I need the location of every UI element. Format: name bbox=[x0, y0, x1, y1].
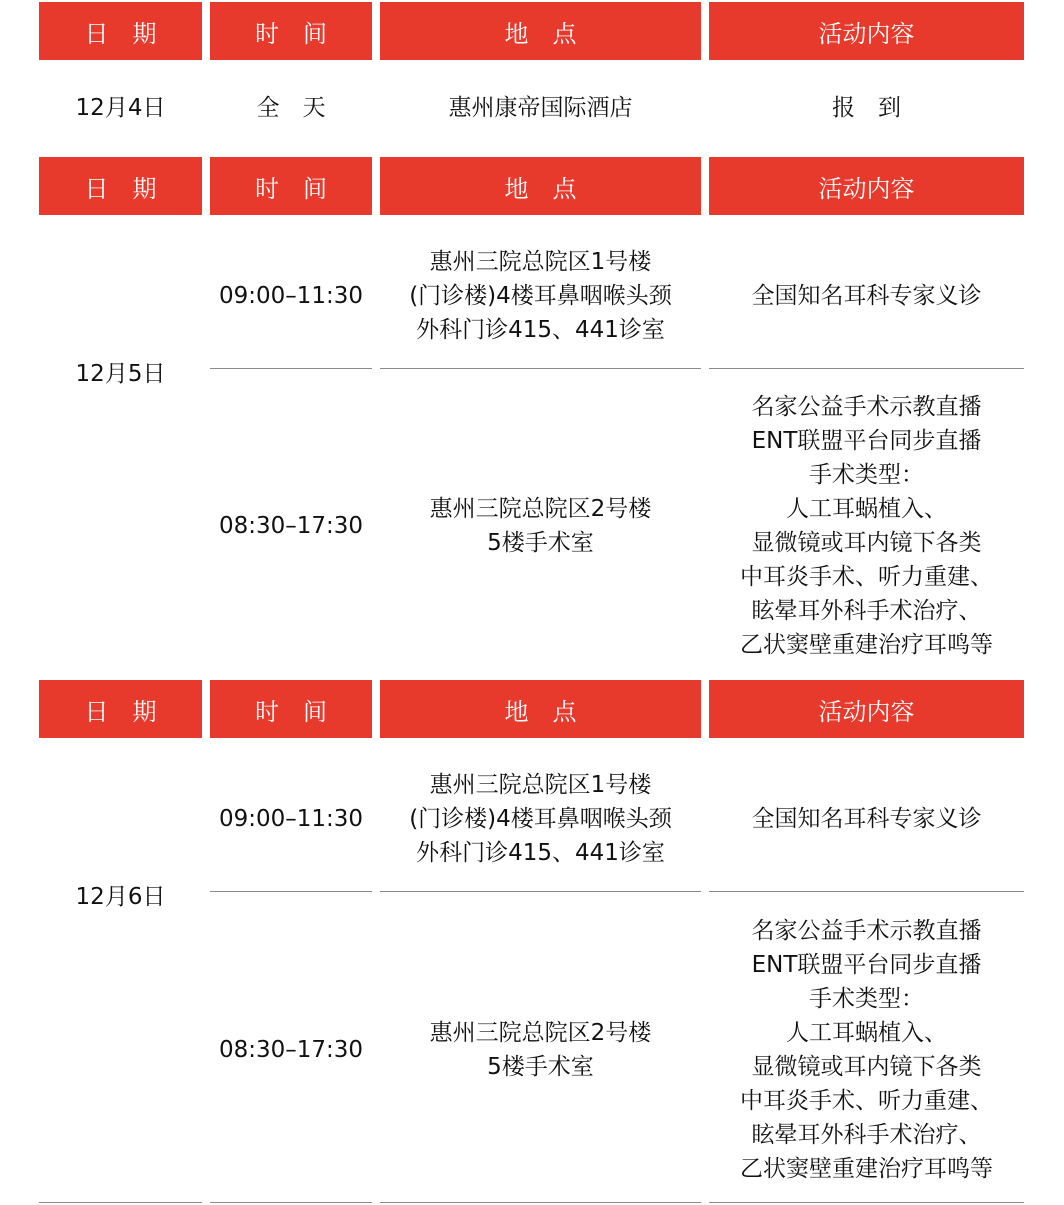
header-activity: 活动内容 bbox=[709, 680, 1024, 738]
activity-line: 眩晕耳外科手术治疗、 bbox=[751, 598, 982, 624]
day3-date: 12月6日 bbox=[75, 884, 166, 910]
place-line: 惠州三院总院区1号楼 bbox=[429, 772, 652, 798]
activity-line: 全国知名耳科专家义诊 bbox=[751, 283, 982, 309]
place-line: 5楼手术室 bbox=[487, 530, 594, 556]
header-place: 地 点 bbox=[380, 2, 701, 60]
day3-session2-activity bbox=[709, 912, 1024, 1188]
header-place: 地 点 bbox=[380, 157, 701, 215]
header-place: 地 点 bbox=[380, 680, 701, 738]
header-date: 日 期 bbox=[39, 2, 202, 60]
day2-session2-time: 08:30–17:30 bbox=[218, 513, 364, 539]
header-activity: 活动内容 bbox=[709, 2, 1024, 60]
day2-session1-time: 09:00–11:30 bbox=[218, 283, 364, 309]
activity-line: 手术类型： bbox=[809, 986, 924, 1012]
day2-session1-activity bbox=[709, 227, 1024, 365]
activity-line: ENT联盟平台同步直播 bbox=[751, 952, 982, 978]
activity-line: 显微镜或耳内镜下各类 bbox=[751, 1054, 982, 1080]
activity-line: 显微镜或耳内镜下各类 bbox=[751, 530, 982, 556]
day3-session2-time: 08:30–17:30 bbox=[218, 1037, 364, 1063]
header-time: 时 间 bbox=[210, 157, 372, 215]
place-line: 惠州三院总院区1号楼 bbox=[429, 249, 652, 275]
activity-line: 名家公益手术示教直播 bbox=[751, 394, 982, 420]
row-divider bbox=[210, 368, 372, 369]
place-line: 外科门诊415、441诊室 bbox=[416, 317, 665, 343]
header-time: 时 间 bbox=[210, 2, 372, 60]
activity-line: 人工耳蜗植入、 bbox=[786, 496, 947, 522]
bottom-rule bbox=[39, 1202, 202, 1203]
place-line: 5楼手术室 bbox=[487, 1054, 594, 1080]
header-date: 日 期 bbox=[39, 157, 202, 215]
day2-session1-place bbox=[380, 227, 701, 365]
activity-line: 人工耳蜗植入、 bbox=[786, 1020, 947, 1046]
activity-line: 名家公益手术示教直播 bbox=[751, 918, 982, 944]
day1-place: 惠州康帝国际酒店 bbox=[448, 95, 633, 121]
day3-session1-time: 09:00–11:30 bbox=[218, 806, 364, 832]
day2-session2-activity bbox=[709, 388, 1024, 664]
place-line: (门诊楼)4楼耳鼻咽喉头颈 bbox=[409, 283, 672, 309]
day2-date: 12月5日 bbox=[75, 361, 166, 387]
activity-line: 中耳炎手术、听力重建、 bbox=[740, 564, 993, 590]
day2-session2-place bbox=[380, 388, 701, 664]
row-divider bbox=[380, 891, 701, 892]
day3-session2-place bbox=[380, 912, 701, 1188]
row-divider bbox=[709, 891, 1024, 892]
header-time: 时 间 bbox=[210, 680, 372, 738]
activity-line: 乙状窦壁重建治疗耳鸣等 bbox=[740, 632, 993, 658]
activity-line: 乙状窦壁重建治疗耳鸣等 bbox=[740, 1156, 993, 1182]
day1-date: 12月4日 bbox=[75, 95, 166, 121]
activity-line: 全国知名耳科专家义诊 bbox=[751, 806, 982, 832]
place-line: 惠州三院总院区2号楼 bbox=[429, 496, 652, 522]
header-date: 日 期 bbox=[39, 680, 202, 738]
place-line: (门诊楼)4楼耳鼻咽喉头颈 bbox=[409, 806, 672, 832]
row-divider bbox=[709, 368, 1024, 369]
bottom-rule bbox=[210, 1202, 372, 1203]
row-divider bbox=[380, 368, 701, 369]
bottom-rule bbox=[709, 1202, 1024, 1203]
day1-activity: 报 到 bbox=[832, 95, 901, 121]
place-line: 外科门诊415、441诊室 bbox=[416, 840, 665, 866]
activity-line: 中耳炎手术、听力重建、 bbox=[740, 1088, 993, 1114]
header-activity: 活动内容 bbox=[709, 157, 1024, 215]
activity-line: ENT联盟平台同步直播 bbox=[751, 428, 982, 454]
day1-time: 全 天 bbox=[256, 95, 326, 121]
day3-session1-activity bbox=[709, 750, 1024, 888]
day3-session1-place bbox=[380, 750, 701, 888]
activity-line: 眩晕耳外科手术治疗、 bbox=[751, 1122, 982, 1148]
bottom-rule bbox=[380, 1202, 701, 1203]
place-line: 惠州三院总院区2号楼 bbox=[429, 1020, 652, 1046]
activity-line: 手术类型： bbox=[809, 462, 924, 488]
row-divider bbox=[210, 891, 372, 892]
